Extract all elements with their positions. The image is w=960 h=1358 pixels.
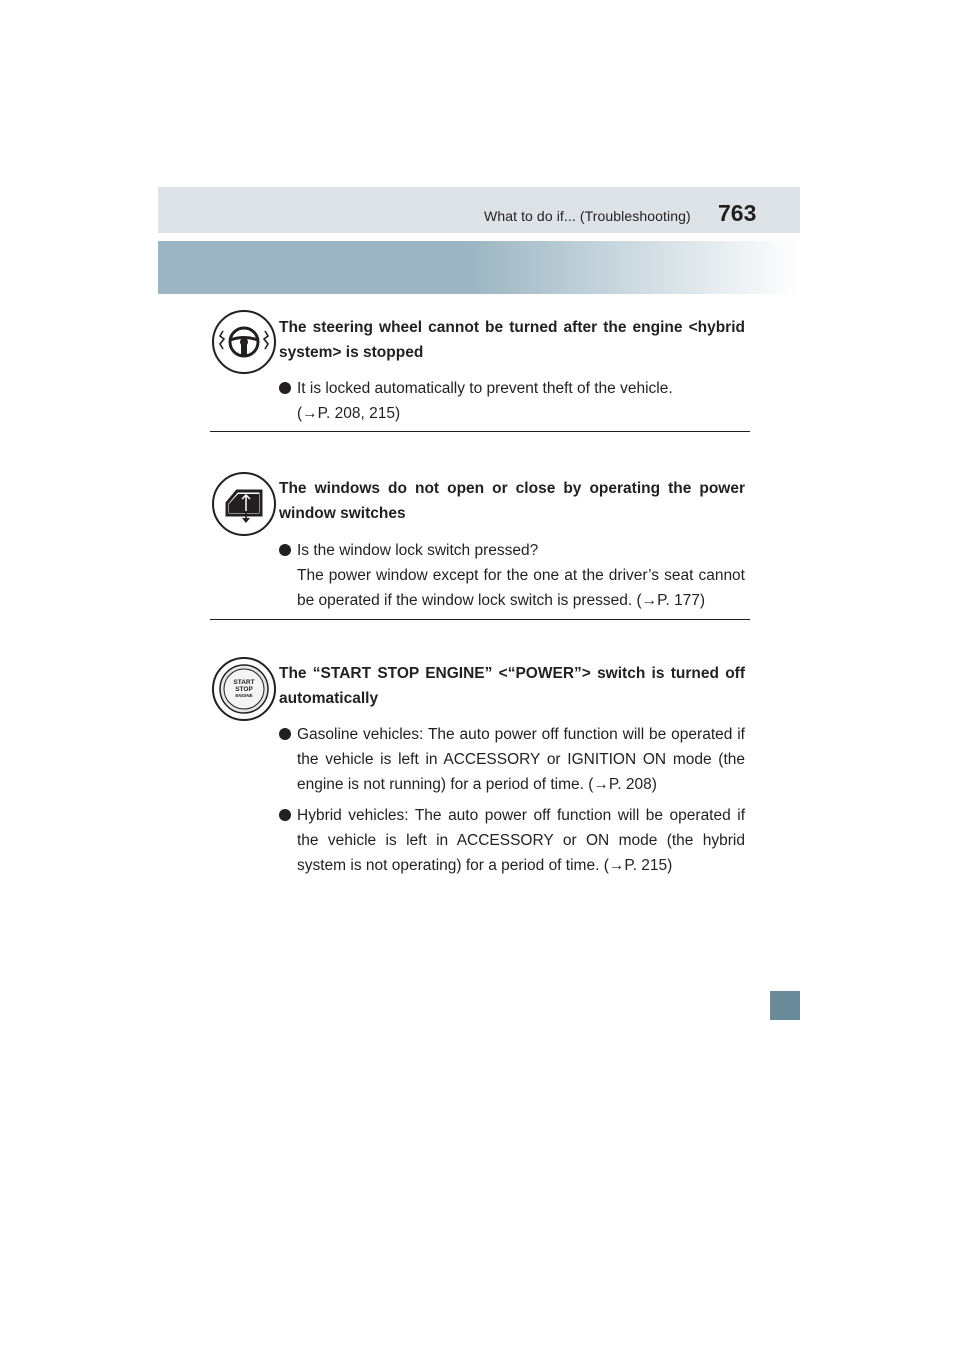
section-heading-auto-off: The “START STOP ENGINE” <“POWER”> switch is turned off automatically: [279, 665, 745, 707]
bullet-dot: [279, 809, 291, 821]
page-number: 763: [718, 200, 757, 226]
bullet-dot: [279, 544, 291, 556]
section-divider: [210, 431, 750, 432]
section-heading-windows: The windows do not open or close by operating the power window switches: [279, 480, 745, 522]
bullet-detail: The power window except for the one at the driver’s seat cannot be operated if the window lock switch is pressed. (→P. 177): [297, 567, 745, 609]
icon-label-engine: ENGINE: [235, 693, 253, 698]
window-lock-icon: [211, 471, 277, 537]
icon-label-start: START: [233, 679, 255, 686]
bullet-text: Gasoline vehicles: The auto power off function will be operated if the vehicle is left in ACCESSORY or IGNITION ON mode (the engine is not running) for a period of time. (→P. 208): [297, 726, 745, 793]
start-stop-button-icon: [211, 656, 277, 722]
bullet-gasoline: [279, 722, 745, 797]
page-reference: (→P. 208, 215): [297, 405, 401, 422]
bullet-text: Hybrid vehicles: The auto power off function will be operated if the vehicle is left in ACCESSORY or ON mode (the hybrid system is not operating) for a period of time. (→P. 215): [297, 807, 745, 874]
bullet-window-lock: [279, 538, 745, 613]
section-divider: [210, 619, 750, 620]
bullet-dot: [279, 382, 291, 394]
bullet-dot: [279, 728, 291, 740]
chapter-title: What to do if... (Troubleshooting): [484, 208, 691, 224]
bullet-text: It is locked automatically to prevent theft of the vehicle.: [297, 380, 673, 397]
section-band: [158, 241, 800, 294]
section-heading-steering: The steering wheel cannot be turned after the engine <hybrid system> is stopped: [279, 319, 745, 361]
bullet-steering-locked: [279, 376, 745, 426]
icon-label-stop: STOP: [235, 686, 253, 693]
page-header-bar: [158, 187, 800, 233]
bullet-hybrid: [279, 803, 745, 878]
bullet-text: Is the window lock switch pressed?: [297, 542, 539, 559]
chapter-side-tab: [770, 991, 800, 1020]
steering-lock-icon: [211, 309, 277, 375]
